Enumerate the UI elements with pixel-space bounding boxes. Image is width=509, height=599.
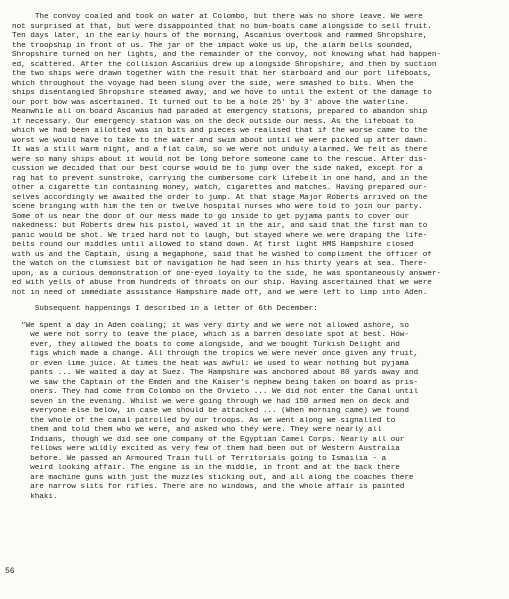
text-line: nakedness: but Roberts drew his pistol, waved it in the air, and said that the first man to — [12, 222, 428, 230]
quote-line: "We spent a day in Aden coaling; it was very dirty and we were not allowed ashore, so — [21, 321, 409, 330]
text-line: selves accordingly we awaited the order to jump. At that stage Major Roberts arrived on the — [12, 193, 428, 202]
quote-line: or even lime juice. At times the heat was awful: we used to wear nothing but pyjama — [21, 359, 409, 368]
quote-line: weird looking affair. The engine is in the middle, in front and at the back there — [21, 464, 400, 472]
text-line: It was a still warm night, and a flat calm, so we were not unduly alarmed. We felt as there — [12, 146, 428, 154]
text-line: Ten days later, in the early hours of the morning, Ascanius overtook and rammed Shropshire, — [12, 32, 428, 40]
text-line: not in need of immediate assistance Hampshire made off, and we were left to limp into Aden. — [12, 288, 428, 297]
text-line: ships disentangled Shropshire steamed away, and we hove to until the extent of the damage to — [12, 89, 432, 97]
quote-line: we were not sorry to leave the place, which is a barren desolate spot at best. How- — [21, 331, 409, 339]
quote-line: we saw the Captain of the Emden and the Kaiser's nephew being taken on board as pris- — [21, 378, 419, 387]
text-line: the watch on the clumsiest bit of navigation he had seen in his thirty years at sea. There- — [12, 260, 428, 268]
text-line: The convoy coaled and took on water at Colombo, but there was no shore leave. We were — [12, 13, 423, 21]
quote-line: figs which made a change. All through the tropics we were never once given any fruit, — [21, 350, 419, 358]
text-line: worst we would have to take to the water and swim about until we were picked up after dawn. — [12, 136, 428, 145]
quote-line: oners. They had come from Colombo on the Orvieto ... We did not enter the Canal until — [21, 388, 419, 396]
text-line: with us and the Captain, using a megaphone, said that he wished to compliment the officer of — [12, 250, 432, 259]
text-line: cussion we decided that our best course would be to jump over the side naked, except for a — [12, 165, 423, 173]
quote-line: Indians, though we did see one company of the Egyptian Camel Corps. Nearly all our — [21, 435, 405, 444]
quote-line: are machine guns with just the muzzles sticking out, and all along the coaches there — [21, 473, 414, 482]
text-line: which throughout the voyage had been slung over the side, were smashed to bits. When the — [12, 79, 414, 88]
text-line: Subsequent happenings I described in a letter of 6th December: — [12, 305, 318, 313]
text-line: panic would be shot. We tried hard not to laugh, but stayed where we were draping the life- — [12, 231, 428, 240]
text-line: our port bow was ascertained. It turned out to be a hole 25' by 3' above the waterline. — [12, 98, 410, 107]
text-line: the two ships were drawn together with the result that her starboard and our port lifeboats, — [12, 70, 432, 78]
quote-line: are narrow slits for rifles. There are no windows, and the whole affair is painted — [21, 483, 405, 491]
text-line: ed, scattered. After the collision Ascanius drew up alongside Shropshire, and then by suction — [12, 60, 437, 69]
page-number: 56 — [5, 567, 15, 576]
paragraph-convoy-collision — [12, 13, 502, 298]
text-line: Some of us near the door of our mess made to go inside to get pyjama pants to cover our — [12, 212, 410, 221]
text-line: if necessary. Our emergency station was on the deck outside our mess. As the lifeboat to — [12, 117, 414, 126]
quote-line: pants ... We waited a day at Suez. The Hampshire was anchored about 80 yards away and — [21, 369, 419, 377]
quote-line: them and told them who we were, and asked who they were. They were nearly all — [21, 426, 382, 434]
text-line: Shropshire turned on her lights, and the remainder of the convoy, not knowing what had happen- — [12, 51, 441, 59]
quote-line: fellows were wildly excited as very few of them had been out of Western Australia — [21, 445, 400, 453]
text-line: upon, as a curious demonstration of one-eyed loyalty to the side, he was spontaneously answer- — [12, 269, 441, 278]
text-line: belts round our middles until allowed to stand down. At first light HMS Hampshire closed — [12, 241, 414, 249]
paragraph-subsequent-happenings — [12, 305, 502, 315]
quote-line: the whole of the canal patrolled by our troops. As we went along we signalled to — [21, 416, 396, 425]
typed-text-block — [12, 13, 502, 502]
quote-line: everyone else below, in case we should be attacked ... (When morning came) we found — [21, 407, 409, 415]
text-line: other a cigarette tin containing money, watch, cigarettes and matches. Having prepared our- — [12, 184, 428, 192]
text-line: not surprised at that, but were disappointed that no bum-boats came alongside to sell fruit. — [12, 22, 432, 31]
text-line: which we had been allotted was in bits and pieces we realised that if the worse came to the — [12, 127, 428, 135]
quote-line: ever, they allowed the boats to come alongside, and we bought Turkish Delight and — [21, 340, 400, 349]
letter-quote-6th-december — [12, 322, 502, 503]
text-line: scene bringing with him the ten or twelve hospital nurses who were told to join our party. — [12, 203, 423, 211]
text-line: were so many ships about it would not be long before someone came to the rescue. After dis- — [12, 155, 428, 164]
text-line: rag hat to prevent sunstroke, carrying the cumbersome cork lifebelt in one hand, and in the — [12, 174, 428, 183]
text-line: ed with yells of abuse from hundreds of throats on our ship. Having ascertained that we were — [12, 279, 432, 287]
quote-line: seven in the evening. Whilst we were going through we had 150 armed men on deck and — [21, 397, 409, 406]
quote-line: before. We passed an Armoured Train full of Territorials going to Ismailia - a — [21, 454, 387, 463]
text-line: Meanwhile all on board Ascanius had paraded at emergency stations, prepared to abandon ship — [12, 108, 428, 116]
quote-line: khaki. — [21, 492, 58, 501]
text-line: the troopship in front of us. The jar of the impact woke us up, the alarm bells sounded, — [12, 41, 414, 50]
